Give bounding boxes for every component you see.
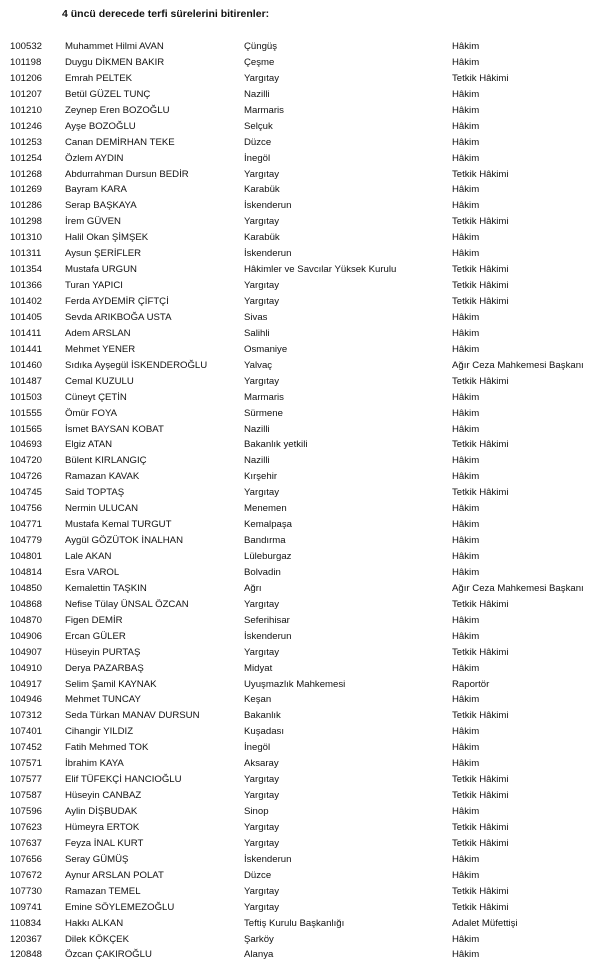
list-item <box>0 215 600 231</box>
registry-number: 101441 <box>10 343 43 355</box>
list-item <box>0 853 600 869</box>
location: Karabük <box>244 232 280 244</box>
registry-number: 101311 <box>10 248 42 260</box>
position-title: Tetkik Hâkimi <box>452 598 509 610</box>
registry-number: 107587 <box>10 790 43 802</box>
registry-number: 101354 <box>10 264 43 276</box>
registry-number: 104814 <box>10 566 43 578</box>
full-name: Fatih Mehmed TOK <box>65 742 149 754</box>
location: Yargıtay <box>244 280 280 292</box>
location: Sinop <box>244 806 269 817</box>
position-title: Hâkim <box>452 56 480 68</box>
position-title: Hâkim <box>452 343 480 355</box>
registry-number: 101198 <box>10 56 42 68</box>
full-name: Esra VAROL <box>65 566 120 578</box>
registry-number: 104917 <box>10 678 43 690</box>
full-name: Ercan GÜLER <box>65 630 126 642</box>
registry-number: 104870 <box>10 614 43 626</box>
location: Yargıtay <box>244 790 280 802</box>
location: Sürmene <box>244 407 283 419</box>
full-name: Hüseyin PURTAŞ <box>65 646 141 658</box>
location: Hâkimler ve Savcılar Yüksek Kurulu <box>244 264 397 276</box>
position-title: Hâkim <box>452 136 480 148</box>
full-name: Elgiz ATAN <box>65 439 113 451</box>
registry-number: 101254 <box>10 152 43 164</box>
full-name: Ramazan KAVAK <box>65 471 140 483</box>
list-item <box>0 168 600 184</box>
position-title: Hâkim <box>452 88 480 100</box>
full-name: Lale AKAN <box>65 551 112 562</box>
list-item <box>0 438 600 454</box>
registry-number: 104693 <box>10 439 43 451</box>
position-title: Adalet Müfettişi <box>452 917 518 929</box>
registry-number: 104906 <box>10 630 43 642</box>
registry-number: 104720 <box>10 455 43 467</box>
full-name: Bülent KIRLANGIÇ <box>65 455 147 467</box>
list-item <box>0 709 600 725</box>
registry-number: 104868 <box>10 598 43 610</box>
registry-number: 120848 <box>10 949 43 961</box>
position-title: Hâkim <box>452 184 480 196</box>
position-title: Hâkim <box>452 566 480 578</box>
full-name: Emine SÖYLEMEZOĞLU <box>65 901 175 913</box>
position-title: Hâkim <box>452 104 480 116</box>
position-title: Hâkim <box>452 535 480 547</box>
position-title: Ağır Ceza Mahkemesi Başkanı <box>452 359 584 371</box>
full-name: Nermin ULUCAN <box>65 503 139 515</box>
full-name: Turan YAPICI <box>65 280 123 292</box>
location: Sivas <box>244 311 268 323</box>
location: Menemen <box>244 503 287 515</box>
full-name: Canan DEMİRHAN TEKE <box>65 136 175 148</box>
full-name: Abdurrahman Dursun BEDİR <box>65 168 189 180</box>
list-item <box>0 199 600 215</box>
registry-number: 101206 <box>10 72 43 84</box>
list-item <box>0 136 600 152</box>
location: Bakanlık yetkili <box>244 439 308 451</box>
location: Düzce <box>244 136 272 148</box>
registry-number: 104771 <box>10 519 43 531</box>
location: İskenderun <box>244 630 292 642</box>
list-item <box>0 789 600 805</box>
position-title: Hâkim <box>452 949 480 961</box>
location: Nazilli <box>244 88 270 100</box>
position-title: Tetkik Hâkimi <box>452 885 509 897</box>
registry-number: 101246 <box>10 120 43 132</box>
registry-number: 107577 <box>10 774 43 786</box>
full-name: Cüneyt ÇETİN <box>65 391 127 403</box>
registry-number: 107623 <box>10 821 43 833</box>
list-item <box>0 646 600 662</box>
list-item <box>0 470 600 486</box>
list-item <box>0 582 600 598</box>
registry-number: 100532 <box>10 41 43 52</box>
list-item <box>0 120 600 136</box>
position-title: Hâkim <box>452 391 480 403</box>
full-name: Ferda AYDEMİR ÇİFTÇİ <box>65 296 169 307</box>
location: Yargıtay <box>244 375 280 387</box>
position-title: Tetkik Hâkimi <box>452 72 509 84</box>
registry-number: 101210 <box>10 104 43 116</box>
position-title: Hâkim <box>452 120 480 132</box>
list-item <box>0 757 600 773</box>
list-item <box>0 311 600 327</box>
list-item <box>0 359 600 375</box>
list-item <box>0 247 600 263</box>
list-item <box>0 423 600 439</box>
full-name: Nefise Tülay ÜNSAL ÖZCAN <box>65 598 189 610</box>
registry-number: 101460 <box>10 359 43 371</box>
list-item <box>0 917 600 933</box>
full-name: İsmet BAYSAN KOBAT <box>65 423 164 435</box>
registry-number: 107596 <box>10 806 43 817</box>
position-title: Hâkim <box>452 726 480 738</box>
location: İnegöl <box>244 742 271 754</box>
list-item <box>0 741 600 757</box>
position-title: Tetkik Hâkimi <box>452 710 509 722</box>
list-item <box>0 518 600 534</box>
position-title: Hâkim <box>452 694 480 706</box>
full-name: Said TOPTAŞ <box>65 487 125 499</box>
location: Çeşme <box>244 56 275 68</box>
location: Salihli <box>244 327 270 339</box>
location: Yargıtay <box>244 837 280 849</box>
position-title: Hâkim <box>452 933 480 945</box>
location: Yargıtay <box>244 598 280 610</box>
position-title: Tetkik Hâkimi <box>452 646 509 658</box>
full-name: İrem GÜVEN <box>65 216 121 228</box>
registry-number: 101555 <box>10 407 43 419</box>
position-title: Tetkik Hâkimi <box>452 901 509 913</box>
full-name: Hakkı ALKAN <box>65 917 124 929</box>
list-item <box>0 901 600 917</box>
location: Selçuk <box>244 120 273 132</box>
position-title: Hâkim <box>452 630 480 642</box>
position-title: Tetkik Hâkimi <box>452 216 509 228</box>
full-name: Selim Şamil KAYNAK <box>65 678 157 690</box>
position-title: Hâkim <box>452 152 480 164</box>
list-item <box>0 486 600 502</box>
list-item <box>0 837 600 853</box>
full-name: Mehmet TUNCAY <box>65 694 141 706</box>
location: Lüleburgaz <box>244 551 292 562</box>
full-name: Cemal KUZULU <box>65 375 134 387</box>
list-item <box>0 630 600 646</box>
list-item <box>0 502 600 518</box>
position-title: Tetkik Hâkimi <box>452 296 509 307</box>
registry-number: 101565 <box>10 423 43 435</box>
position-title: Tetkik Hâkimi <box>452 790 509 802</box>
full-name: Aysun ŞERİFLER <box>65 248 142 260</box>
full-name: Hümeyra ERTOK <box>65 821 140 833</box>
full-name: Cihangir YILDIZ <box>65 726 134 738</box>
position-title: Hâkim <box>452 407 480 419</box>
list-item <box>0 327 600 343</box>
location: Şarköy <box>244 933 274 945</box>
full-name: Ayşe BOZOĞLU <box>65 120 136 132</box>
location: İskenderun <box>244 248 292 260</box>
position-title: Hâkim <box>452 758 480 770</box>
position-title: Tetkik Hâkimi <box>452 264 509 276</box>
location: Yargıtay <box>244 72 280 84</box>
full-name: Ramazan TEMEL <box>65 885 141 897</box>
list-item <box>0 933 600 949</box>
location: Yargıtay <box>244 885 280 897</box>
list-item <box>0 88 600 104</box>
list-item <box>0 72 600 88</box>
full-name: Betül GÜZEL TUNÇ <box>65 88 151 100</box>
location: Kırşehir <box>244 471 278 483</box>
position-title: Hâkim <box>452 455 480 467</box>
list-item <box>0 56 600 72</box>
location: Marmaris <box>244 104 284 116</box>
registry-number: 101487 <box>10 375 43 387</box>
position-title: Tetkik Hâkimi <box>452 439 509 451</box>
location: Yargıtay <box>244 646 280 658</box>
list-item <box>0 566 600 582</box>
position-title: Hâkim <box>452 519 480 531</box>
position-title: Hâkim <box>452 232 480 244</box>
full-name: Halil Okan ŞİMŞEK <box>65 232 149 244</box>
registry-number: 107637 <box>10 837 43 849</box>
list-item <box>0 40 600 56</box>
position-title: Tetkik Hâkimi <box>452 168 509 180</box>
location: İnegöl <box>244 152 271 164</box>
registry-number: 110834 <box>10 917 42 929</box>
location: Midyat <box>244 662 273 674</box>
full-name: Elif TÜFEKÇİ HANCIOĞLU <box>65 774 182 786</box>
position-title: Hâkim <box>452 248 480 260</box>
appointment-list <box>0 40 600 964</box>
registry-number: 101269 <box>10 184 43 196</box>
full-name: Hüseyin CANBAZ <box>65 790 142 802</box>
registry-number: 101405 <box>10 311 43 323</box>
full-name: Özlem AYDIN <box>65 152 124 164</box>
location: Yargıtay <box>244 296 280 307</box>
location: Yargıtay <box>244 216 280 228</box>
registry-number: 101411 <box>10 327 42 339</box>
full-name: Mustafa Kemal TURGUT <box>65 519 172 531</box>
position-title: Hâkim <box>452 853 480 865</box>
location: Aksaray <box>244 758 279 770</box>
registry-number: 107571 <box>10 758 43 770</box>
registry-number: 107656 <box>10 853 43 865</box>
position-title: Hâkim <box>452 614 480 626</box>
registry-number: 107730 <box>10 885 43 897</box>
location: Yargıtay <box>244 901 280 913</box>
full-name: Zeynep Eren BOZOĞLU <box>65 104 170 116</box>
full-name: Duygu DİKMEN BAKIR <box>65 56 165 68</box>
list-item <box>0 598 600 614</box>
full-name: Feyza İNAL KURT <box>65 837 144 849</box>
list-item <box>0 725 600 741</box>
location: Nazilli <box>244 455 270 467</box>
registry-number: 104910 <box>10 662 43 674</box>
full-name: Aygül GÖZÜTOK İNALHAN <box>65 535 184 547</box>
location: Bakanlık <box>244 710 281 722</box>
full-name: Kemalettin TAŞKIN <box>65 582 147 594</box>
registry-number: 101253 <box>10 136 43 148</box>
registry-number: 109741 <box>10 901 43 913</box>
list-item <box>0 183 600 199</box>
full-name: Sıdıka Ayşegül İSKENDEROĞLU <box>65 359 208 371</box>
position-title: Ağır Ceza Mahkemesi Başkanı <box>452 582 584 594</box>
position-title: Hâkim <box>452 551 480 562</box>
full-name: Figen DEMİR <box>65 614 123 626</box>
position-title: Hâkim <box>452 471 480 483</box>
list-item <box>0 821 600 837</box>
registry-number: 101268 <box>10 168 43 180</box>
full-name: İbrahim KAYA <box>65 758 124 770</box>
full-name: Dilek KÖKÇEK <box>65 933 129 945</box>
position-title: Hâkim <box>452 327 480 339</box>
position-title: Hâkim <box>452 423 480 435</box>
list-item <box>0 279 600 295</box>
location: Seferihisar <box>244 614 290 626</box>
list-item <box>0 295 600 311</box>
position-title: Hâkim <box>452 869 480 881</box>
position-title: Hâkim <box>452 742 480 754</box>
registry-number: 101310 <box>10 232 43 244</box>
registry-number: 104850 <box>10 582 43 594</box>
registry-number: 104946 <box>10 694 43 706</box>
position-title: Hâkim <box>452 662 480 674</box>
location: Yargıtay <box>244 821 280 833</box>
location: Kuşadası <box>244 726 285 738</box>
list-item <box>0 343 600 359</box>
full-name: Mustafa URGUN <box>65 264 137 276</box>
list-item <box>0 231 600 247</box>
registry-number: 107672 <box>10 869 43 881</box>
location: Çüngüş <box>244 41 278 52</box>
position-title: Hâkim <box>452 806 480 817</box>
location: Yargıtay <box>244 168 280 180</box>
full-name: Emrah PELTEK <box>65 72 133 84</box>
registry-number: 101286 <box>10 200 43 212</box>
location: Marmaris <box>244 391 284 403</box>
location: Yalvaç <box>244 359 273 371</box>
list-item <box>0 550 600 566</box>
position-title: Tetkik Hâkimi <box>452 837 509 849</box>
registry-number: 107312 <box>10 710 43 722</box>
location: İskenderun <box>244 200 292 212</box>
position-title: Tetkik Hâkimi <box>452 821 509 833</box>
list-item <box>0 693 600 709</box>
location: Uyuşmazlık Mahkemesi <box>244 678 346 690</box>
full-name: Ömür FOYA <box>65 407 118 419</box>
position-title: Hâkim <box>452 311 480 323</box>
list-item <box>0 375 600 391</box>
list-item <box>0 534 600 550</box>
location: Nazilli <box>244 423 270 435</box>
registry-number: 104779 <box>10 535 43 547</box>
position-title: Hâkim <box>452 41 480 52</box>
list-item <box>0 773 600 789</box>
location: Osmaniye <box>244 343 288 355</box>
full-name: Adem ARSLAN <box>65 327 131 339</box>
position-title: Hâkim <box>452 503 480 515</box>
full-name: Derya PAZARBAŞ <box>65 662 144 674</box>
position-title: Raportör <box>452 678 490 690</box>
registry-number: 104745 <box>10 487 43 499</box>
registry-number: 107401 <box>10 726 43 738</box>
position-title: Tetkik Hâkimi <box>452 280 509 292</box>
location: Bandırma <box>244 535 286 547</box>
list-item <box>0 152 600 168</box>
position-title: Tetkik Hâkimi <box>452 375 509 387</box>
full-name: Aynur ARSLAN POLAT <box>65 869 164 881</box>
location: Yargıtay <box>244 487 280 499</box>
full-name: Özcan ÇAKIROĞLU <box>65 949 152 961</box>
location: İskenderun <box>244 853 292 865</box>
position-title: Hâkim <box>452 200 480 212</box>
full-name: Sevda ARIKBOĞA USTA <box>65 311 172 323</box>
list-item <box>0 614 600 630</box>
full-name: Seda Türkan MANAV DURSUN <box>65 710 200 722</box>
registry-number: 120367 <box>10 933 43 945</box>
list-item <box>0 662 600 678</box>
registry-number: 101207 <box>10 88 43 100</box>
registry-number: 104801 <box>10 551 43 562</box>
full-name: Mehmet YENER <box>65 343 136 355</box>
full-name: Serap BAŞKAYA <box>65 200 137 212</box>
registry-number: 104907 <box>10 646 43 658</box>
location: Yargıtay <box>244 774 280 786</box>
position-title: Tetkik Hâkimi <box>452 774 509 786</box>
list-item <box>0 885 600 901</box>
full-name: Seray GÜMÜŞ <box>65 853 129 865</box>
list-item <box>0 805 600 821</box>
location: Keşan <box>244 694 272 706</box>
list-item <box>0 407 600 423</box>
location: Kemalpaşa <box>244 519 292 531</box>
registry-number: 101503 <box>10 391 43 403</box>
list-item <box>0 391 600 407</box>
registry-number: 107452 <box>10 742 43 754</box>
location: Alanya <box>244 949 274 961</box>
full-name: Bayram KARA <box>65 184 127 196</box>
registry-number: 101298 <box>10 216 43 228</box>
registry-number: 104726 <box>10 471 43 483</box>
section-heading: 4 üncü derecede terfi sürelerini bitirenler: <box>62 8 270 20</box>
full-name: Muhammet Hilmi AVAN <box>65 41 164 52</box>
registry-number: 104756 <box>10 503 43 515</box>
location: Karabük <box>244 184 280 196</box>
registry-number: 101402 <box>10 296 43 307</box>
full-name: Aylin DİŞBUDAK <box>65 806 138 817</box>
location: Ağrı <box>244 582 262 594</box>
list-item <box>0 869 600 885</box>
position-title: Tetkik Hâkimi <box>452 487 509 499</box>
registry-number: 101366 <box>10 280 43 292</box>
list-item <box>0 263 600 279</box>
location: Teftiş Kurulu Başkanlığı <box>244 917 345 929</box>
list-item <box>0 454 600 470</box>
list-item <box>0 948 600 964</box>
location: Bolvadin <box>244 566 281 578</box>
list-item <box>0 104 600 120</box>
list-item <box>0 678 600 694</box>
location: Düzce <box>244 869 272 881</box>
